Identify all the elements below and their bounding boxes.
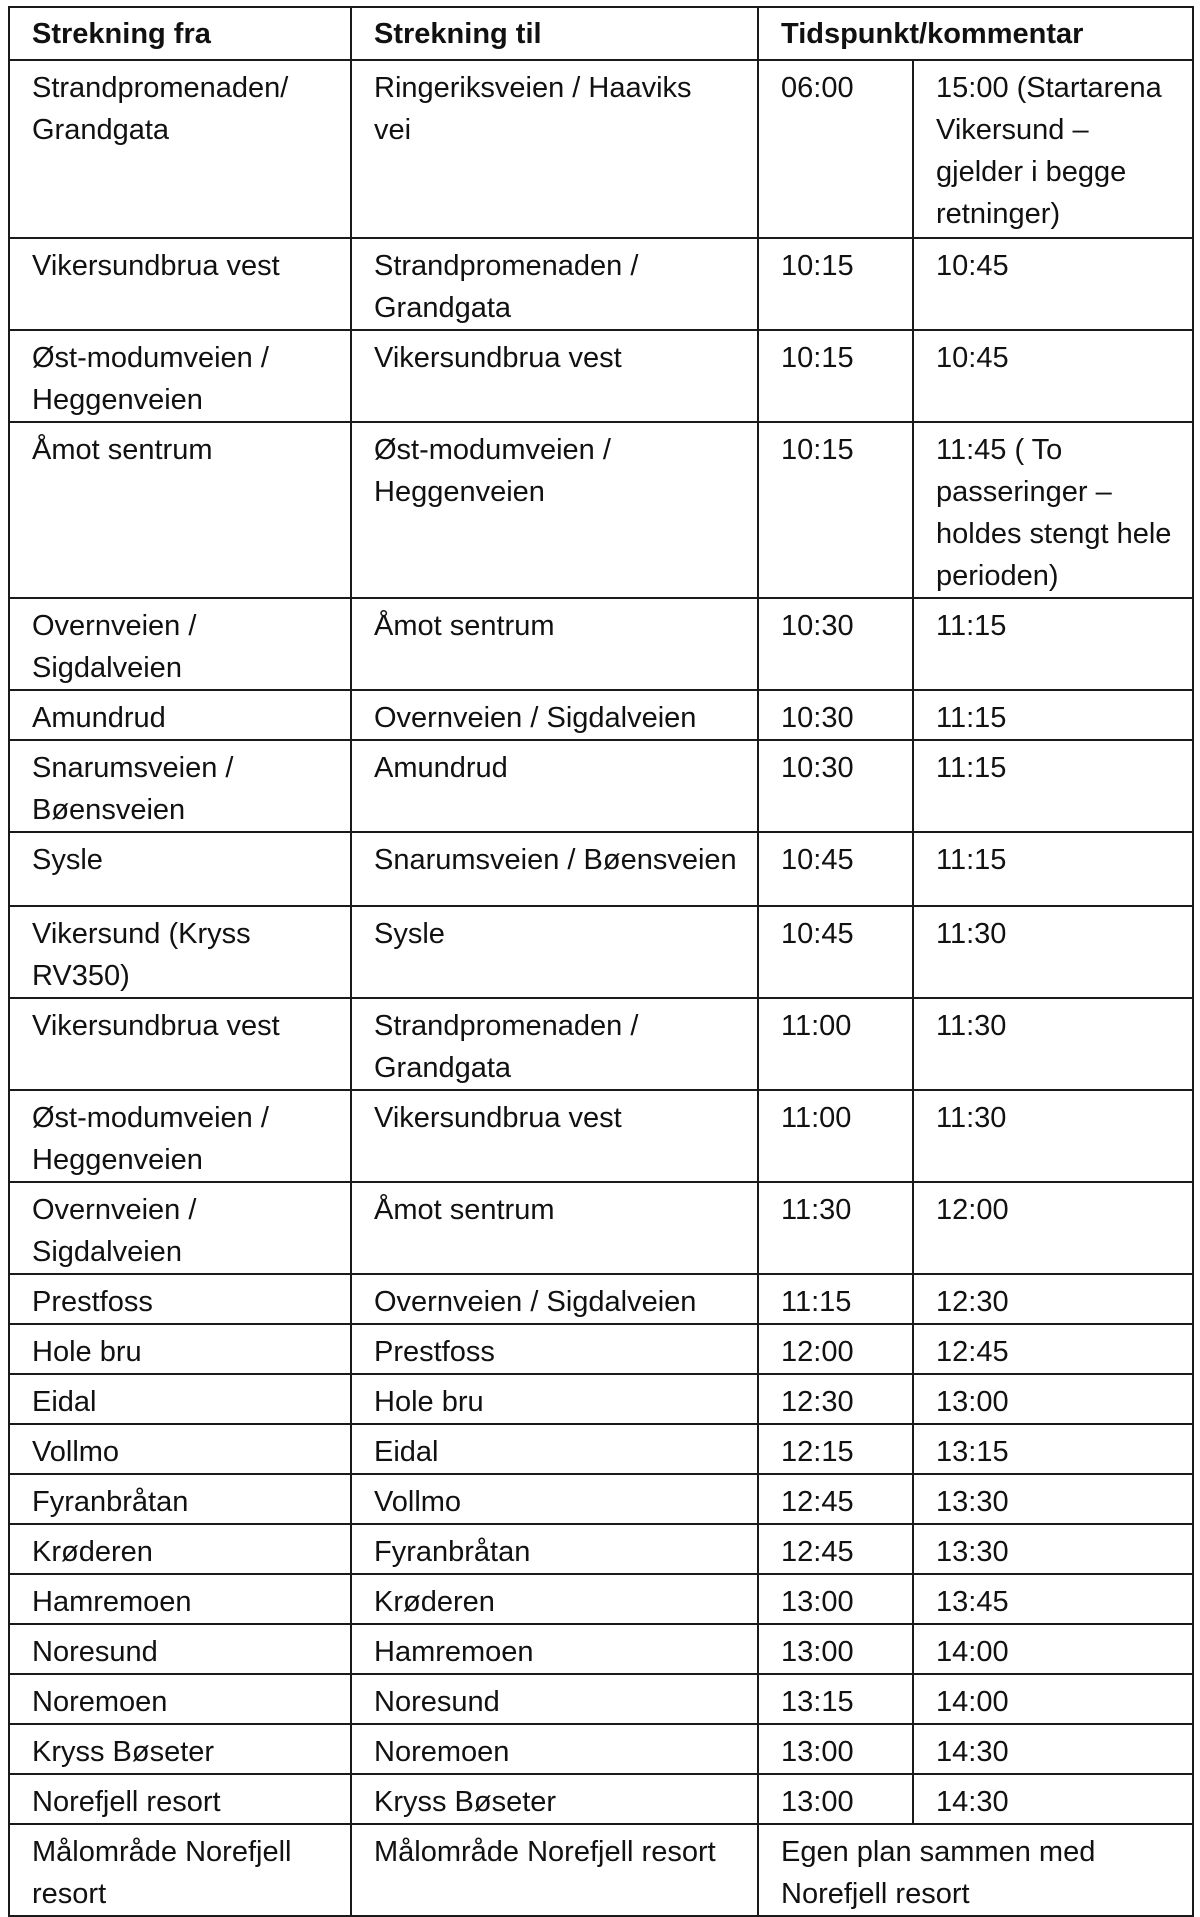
cell-til: Vikersundbrua vest: [351, 1090, 758, 1182]
table-row: [9, 330, 1193, 422]
table-row: [9, 1474, 1193, 1524]
table-row: [9, 1574, 1193, 1624]
header-strekning-til: Strekning til: [351, 7, 758, 60]
cell-time-end: 14:00: [913, 1674, 1193, 1724]
cell-comment: Egen plan sammen med Norefjell resort: [758, 1824, 1193, 1916]
cell-time-end: 11:15: [913, 690, 1193, 740]
cell-til: Strandpromenaden / Grandgata: [351, 238, 758, 330]
table-row: [9, 598, 1193, 690]
cell-fra: Øst-modumveien / Heggenveien: [9, 1090, 351, 1182]
cell-time-start: 11:15: [758, 1274, 913, 1324]
cell-til: Amundrud: [351, 740, 758, 832]
table-row: [9, 1724, 1193, 1774]
cell-til: Hamremoen: [351, 1624, 758, 1674]
cell-time-end: 12:45: [913, 1324, 1193, 1374]
cell-til: Overnveien / Sigdalveien: [351, 690, 758, 740]
cell-time-end: 15:00 (Startarena Vikersund – gjelder i begge retninger): [913, 60, 1193, 238]
cell-time-start: 10:45: [758, 832, 913, 906]
cell-til: Åmot sentrum: [351, 598, 758, 690]
table-row: [9, 422, 1193, 598]
cell-time-start: 10:15: [758, 422, 913, 598]
cell-fra: Kryss Bøseter: [9, 1724, 351, 1774]
cell-fra: Overnveien / Sigdalveien: [9, 1182, 351, 1274]
cell-time-end: 11:30: [913, 906, 1193, 998]
document-page: [8, 6, 1192, 1917]
table-row: [9, 1674, 1193, 1724]
cell-fra: Åmot sentrum: [9, 422, 351, 598]
table-row: [9, 1774, 1193, 1824]
cell-til: Snarumsveien / Bøensveien: [351, 832, 758, 906]
cell-time-end: 11:30: [913, 1090, 1193, 1182]
cell-time-start: 11:00: [758, 998, 913, 1090]
cell-time-start: 10:30: [758, 690, 913, 740]
cell-til: Prestfoss: [351, 1324, 758, 1374]
cell-time-start: 12:00: [758, 1324, 913, 1374]
cell-time-end: 11:15: [913, 832, 1193, 906]
table-row: [9, 832, 1193, 906]
cell-time-end: 13:00: [913, 1374, 1193, 1424]
cell-time-start: 12:45: [758, 1474, 913, 1524]
cell-time-end: 10:45: [913, 330, 1193, 422]
header-strekning-fra: Strekning fra: [9, 7, 351, 60]
road-closure-table: [8, 6, 1194, 1917]
cell-fra: Vikersundbrua vest: [9, 998, 351, 1090]
cell-fra: Øst-modumveien / Heggenveien: [9, 330, 351, 422]
cell-til: Noremoen: [351, 1724, 758, 1774]
table-row: [9, 1090, 1193, 1182]
cell-fra: Noresund: [9, 1624, 351, 1674]
cell-time-start: 11:00: [758, 1090, 913, 1182]
cell-time-end: 13:30: [913, 1524, 1193, 1574]
cell-til: Vollmo: [351, 1474, 758, 1524]
cell-time-end: 14:30: [913, 1774, 1193, 1824]
cell-fra: Norefjell resort: [9, 1774, 351, 1824]
cell-fra: Strandpromenaden/ Grandgata: [9, 60, 351, 238]
cell-time-start: 12:30: [758, 1374, 913, 1424]
cell-time-end: 12:30: [913, 1274, 1193, 1324]
table-row: [9, 1624, 1193, 1674]
table-row: [9, 1182, 1193, 1274]
cell-time-start: 11:30: [758, 1182, 913, 1274]
cell-time-end: 13:45: [913, 1574, 1193, 1624]
cell-fra: Noremoen: [9, 1674, 351, 1724]
cell-time-start: 12:45: [758, 1524, 913, 1574]
cell-time-end: 14:30: [913, 1724, 1193, 1774]
cell-fra: Vollmo: [9, 1424, 351, 1474]
table-row: [9, 1274, 1193, 1324]
cell-til: Krøderen: [351, 1574, 758, 1624]
cell-time-start: 12:15: [758, 1424, 913, 1474]
cell-time-end: 11:30: [913, 998, 1193, 1090]
cell-time-start: 10:45: [758, 906, 913, 998]
cell-fra: Eidal: [9, 1374, 351, 1424]
cell-til: Eidal: [351, 1424, 758, 1474]
table-row: [9, 998, 1193, 1090]
cell-fra: Snarumsveien / Bøensveien: [9, 740, 351, 832]
cell-fra: Hole bru: [9, 1324, 351, 1374]
table-row: [9, 690, 1193, 740]
cell-fra: Prestfoss: [9, 1274, 351, 1324]
cell-time-start: 10:30: [758, 740, 913, 832]
cell-time-end: 13:15: [913, 1424, 1193, 1474]
cell-til: Hole bru: [351, 1374, 758, 1424]
table-row: [9, 740, 1193, 832]
cell-time-end: 11:45 ( To passeringer – holdes stengt hele perioden): [913, 422, 1193, 598]
cell-time-end: 13:30: [913, 1474, 1193, 1524]
cell-til: Noresund: [351, 1674, 758, 1724]
cell-time-start: 10:30: [758, 598, 913, 690]
cell-til: Åmot sentrum: [351, 1182, 758, 1274]
cell-time-start: 13:00: [758, 1624, 913, 1674]
cell-til: Fyranbråtan: [351, 1524, 758, 1574]
cell-til: Strandpromenaden / Grandgata: [351, 998, 758, 1090]
cell-fra: Sysle: [9, 832, 351, 906]
cell-time-start: 10:15: [758, 330, 913, 422]
cell-time-start: 13:00: [758, 1574, 913, 1624]
cell-time-end: 11:15: [913, 740, 1193, 832]
cell-time-start: 06:00: [758, 60, 913, 238]
cell-til: Øst-modumveien / Heggenveien: [351, 422, 758, 598]
table-row-final: [9, 1824, 1193, 1916]
cell-time-end: 11:15: [913, 598, 1193, 690]
cell-time-start: 13:00: [758, 1774, 913, 1824]
cell-fra: Overnveien / Sigdalveien: [9, 598, 351, 690]
cell-til: Kryss Bøseter: [351, 1774, 758, 1824]
cell-fra: Vikersundbrua vest: [9, 238, 351, 330]
cell-fra: Vikersund (Kryss RV350): [9, 906, 351, 998]
cell-fra: Målområde Norefjell resort: [9, 1824, 351, 1916]
table-row: [9, 238, 1193, 330]
table-row: [9, 1374, 1193, 1424]
cell-til: Overnveien / Sigdalveien: [351, 1274, 758, 1324]
table-header-row: [9, 7, 1193, 60]
cell-time-start: 10:15: [758, 238, 913, 330]
cell-time-end: 14:00: [913, 1624, 1193, 1674]
table-row: [9, 906, 1193, 998]
cell-fra: Amundrud: [9, 690, 351, 740]
cell-fra: Hamremoen: [9, 1574, 351, 1624]
table-row: [9, 1424, 1193, 1474]
cell-time-start: 13:00: [758, 1724, 913, 1774]
cell-time-start: 13:15: [758, 1674, 913, 1724]
cell-time-end: 12:00: [913, 1182, 1193, 1274]
cell-til: Vikersundbrua vest: [351, 330, 758, 422]
cell-til: Ringeriksveien / Haaviks vei: [351, 60, 758, 238]
table-row: [9, 1524, 1193, 1574]
cell-til: Sysle: [351, 906, 758, 998]
cell-time-end: 10:45: [913, 238, 1193, 330]
header-tidspunkt-kommentar: Tidspunkt/kommentar: [758, 7, 1193, 60]
cell-til: Målområde Norefjell resort: [351, 1824, 758, 1916]
table-row: [9, 1324, 1193, 1374]
cell-fra: Fyranbråtan: [9, 1474, 351, 1524]
cell-fra: Krøderen: [9, 1524, 351, 1574]
table-row: [9, 60, 1193, 238]
